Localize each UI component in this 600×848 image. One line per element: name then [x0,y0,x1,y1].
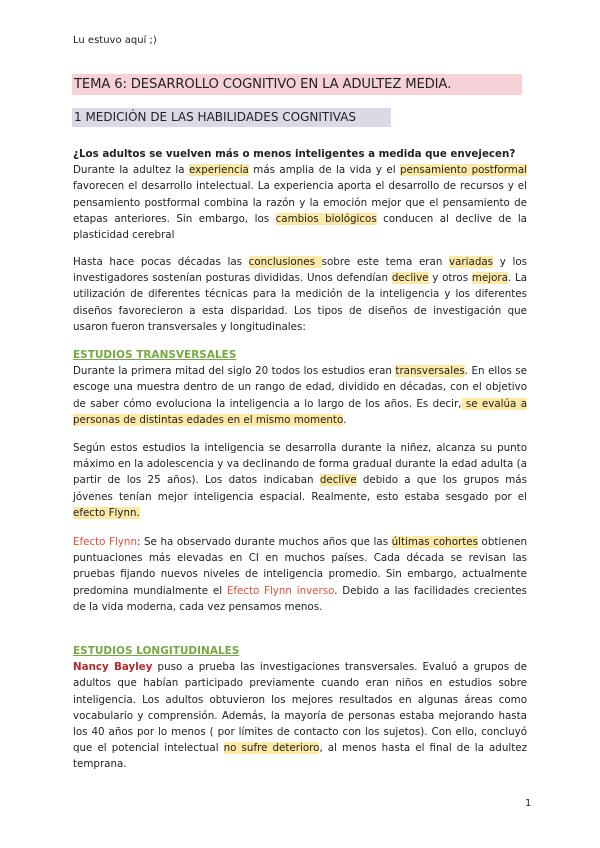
text-run: y los investigadores sostenían posturas divididas. Unos defendían [73,256,527,285]
flynn-paragraph [73,534,527,615]
question-text: ¿Los adultos se vuelven más o menos inteligentes a medida que envejecen? [73,148,516,160]
page-number: 1 [525,798,532,809]
text-run: Hasta hace pocas décadas las [73,256,249,268]
nancy-bayley-name: Nancy Bayley [73,661,153,674]
highlight-transversales: transversales [395,365,465,378]
text-run: favorecen el desarrollo intelectual. La experiencia aporta el desarrollo de recursos y el pensamiento postformal combina la razón y la emoción mejor que el pensamiento de etapas anteriores. Sin embargo, los [73,180,527,225]
text-run: . [343,413,347,426]
section-heading: 1 MEDICIÓN DE LAS HABILIDADES COGNITIVAS [72,108,391,127]
transversales-section [73,347,527,428]
text-run: y otros [428,272,472,285]
longitudinales-heading: ESTUDIOS LONGITUDINALES [73,645,240,657]
conclusions-paragraph [73,254,527,335]
text-run: . En ellos se escoge una muestra dentro de un rango de edad, dividido en décadas, con el objetivo de saber cómo evoluciona la inteligencia a lo largo de los años. Es decir, [73,365,527,410]
highlight-experiencia: experiencia [188,164,249,177]
text-run: puso a prueba las investigaciones transversales. Evaluó a grupos de adultos que habían participado previamente cuando eran niños en estudios sobre inteligencia. Los adultos obtuvieron los mejores resultados en algunas áreas como vocabulario y comprensión. Además, la mayoría de personas estaba mejorando hasta los 40 años por lo menos ( por límites de contacto con los sujetos). Con ello, concluyó que el potencial intelectual [73,661,527,755]
page-title: TEMA 6: DESARROLLO COGNITIVO EN LA ADULTEZ MEDIA. [72,74,522,95]
efecto-flynn-inverso: Efecto Flynn inverso [226,584,335,597]
text-run: obtienen puntuaciones más elevadas en CI en muchos países. Cada década se revisan las pruebas fijando nuevos niveles de inteligencia promedio. Sin embargo, actualmente predomina mundialmente el [73,536,527,597]
text-run: . Debido a las facilidades crecientes de la vida moderna, cada vez pensamos menos. [73,584,527,613]
highlight-pensamiento-postformal: pensamiento postformal [400,164,528,177]
highlight-cambios-biologicos: cambios biológicos [275,212,377,225]
longitudinales-section [73,643,527,773]
highlight-declive: declive [319,474,357,487]
text-run: conducen al declive de la plasticidad cerebral [73,212,527,242]
efecto-flynn-label: Efecto Flynn [73,536,137,548]
text-run: sobre este tema eran [321,256,450,268]
highlight-mejora: mejora [471,272,508,285]
intro-paragraph [73,146,527,243]
highlight-variadas: variadas [449,256,494,268]
header-note: Lu estuvo aquí ;) [73,35,157,46]
text-run: . La utilización de diferentes técnicas para la medición de la inteligencia y los diferentes diseños favorecieron a esta disparidad. Los tipos de diseños de investigación que usaron fueron transversales y longitudinales: [73,272,528,333]
text-run: más amplia de la vida y el [248,164,400,177]
highlight-declive: declive [391,272,429,285]
transversales-findings-paragraph [73,440,527,521]
text-run: Durante la adultez la [73,164,189,177]
text-run: : Se ha observado durante muchos años que las [136,536,392,548]
transversales-heading: ESTUDIOS TRANSVERSALES [73,349,237,361]
text-run: debido a que los grupos más jóvenes tenían mejor inteligencia espacial. Realmente, esto estaba sesgado por el [73,474,527,503]
highlight-distintas-edades: se evalúa a personas de distintas edades en el mismo momento [73,397,528,426]
highlight-conclusiones: conclusiones [248,256,322,268]
highlight-no-sufre-deterioro: no sufre deterioro [223,742,320,755]
highlight-ultimas-cohortes: últimas cohortes [391,536,478,548]
text-run: , al menos hasta el final de la adultez temprana. [73,742,527,771]
text-run: Según estos estudios la inteligencia se desarrolla durante la niñez, alcanza su punto máximo en la adolescencia y va declinando de forma gradual durante la edad adulta (a partir de los 25 años). Los datos indicaban [73,442,527,487]
highlight-efecto-flynn: efecto Flynn. [73,506,140,519]
text-run: Durante la primera mitad del siglo 20 todos los estudios eran [73,365,396,378]
